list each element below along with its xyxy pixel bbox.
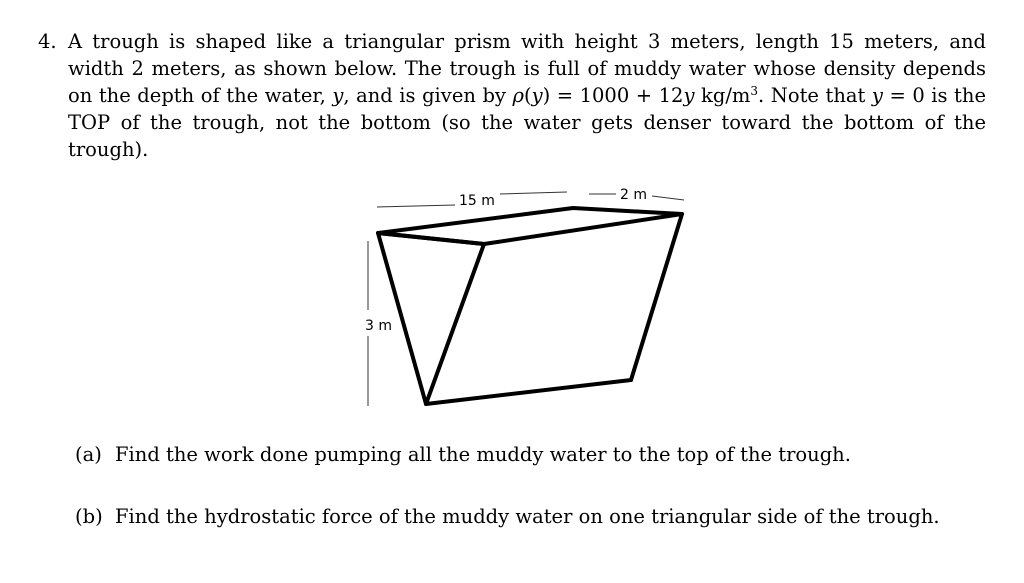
density-units: kg/m — [694, 84, 751, 107]
part-b — [75, 503, 940, 530]
part-a-text: Find the work done pumping all the muddy water to the top of the trough. — [115, 443, 851, 466]
var-y-3: y — [683, 84, 695, 107]
trough-outline — [378, 208, 682, 404]
problem-statement — [68, 28, 986, 163]
rho-symbol: ρ — [512, 84, 524, 107]
paren-open: ( — [523, 84, 532, 107]
trough-back-edge — [631, 214, 682, 380]
part-b-text: Find the hydrostatic force of the muddy water on one triangular side of the trough. — [115, 505, 940, 528]
height-label: 3 m — [365, 318, 392, 334]
dimension-lines — [368, 192, 684, 406]
part-a-label: (a) — [75, 443, 102, 466]
problem-4 — [38, 28, 986, 163]
units-exponent: 3 — [750, 84, 759, 98]
problem-number: 4. — [38, 30, 57, 53]
var-y-4: y — [871, 84, 883, 107]
statement-text-4: = 0 is the TOP of the trough, not the bottom (so the water gets denser toward the bottom of the trough). — [68, 84, 986, 161]
part-b-label: (b) — [75, 505, 103, 528]
density-expression: ) = 1000 + 12 — [542, 84, 684, 107]
length-dim-line-right — [500, 192, 567, 194]
statement-text-2: , and is given by — [343, 84, 513, 107]
var-y-2: y — [531, 84, 543, 107]
width-dim-line-right — [652, 196, 684, 200]
length-dim-line-left — [377, 205, 455, 207]
trough-front-face — [378, 233, 484, 404]
var-y: y — [332, 84, 344, 107]
length-label: 15 m — [459, 193, 495, 209]
statement-text-3: . Note that — [758, 84, 872, 107]
width-label: 2 m — [620, 187, 647, 203]
trough-bottom-edge — [426, 380, 631, 404]
trough-top-face — [378, 208, 682, 244]
statement-text-1: A trough is shaped like a triangular prism with height 3 meters, length 15 meters, and width 2 meters, as shown below. The trough is full of muddy water whose density depends on the depth of the water, — [68, 30, 986, 107]
part-a — [75, 441, 851, 468]
